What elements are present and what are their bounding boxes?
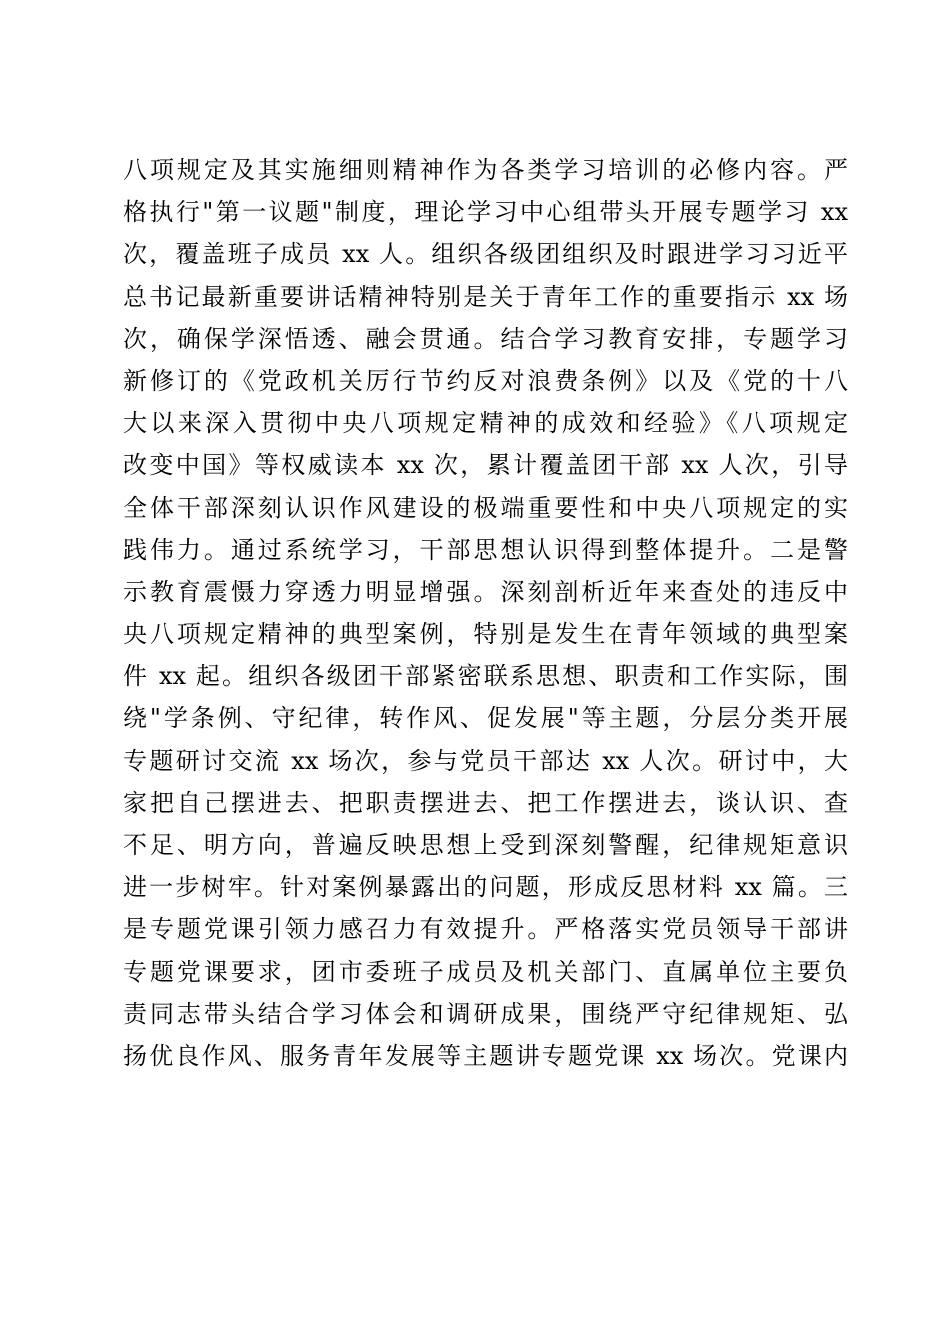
text-line: 全体干部深刻认识作风建设的极端重要性和中央八项规定的实 bbox=[123, 493, 848, 522]
text-line: 八项规定及其实施细则精神作为各类学习培训的必修内容。严 bbox=[123, 156, 848, 184]
text-line: 新修订的《党政机关厉行节约反对浪费条例》以及《党的十八 bbox=[123, 366, 848, 395]
text-line: 责同志带头结合学习体会和调研成果，围绕严守纪律规矩、弘 bbox=[123, 999, 848, 1028]
text-line: 进一步树牢。针对案例暴露出的问题，形成反思材料 xx 篇。三 bbox=[123, 873, 848, 902]
text-line: 扬优良作风、服务青年发展等主题讲专题党课 xx 场次。党课内 bbox=[123, 1041, 848, 1070]
text-line: 格执行"第一议题"制度，理论学习中心组带头开展专题学习 xx bbox=[123, 198, 848, 227]
document-body bbox=[123, 149, 848, 1077]
text-line: 示教育震慑力穿透力明显增强。深刻剖析近年来查处的违反中 bbox=[123, 577, 848, 606]
text-line: 总书记最新重要讲话精神特别是关于青年工作的重要指示 xx 场 bbox=[123, 282, 848, 311]
text-line: 专题研讨交流 xx 场次，参与党员干部达 xx 人次。研讨中，大 bbox=[123, 746, 848, 775]
text-line: 次，覆盖班子成员 xx 人。组织各级团组织及时跟进学习习近平 bbox=[123, 240, 848, 269]
text-line: 次，确保学深悟透、融会贯通。结合学习教育安排，专题学习 bbox=[123, 324, 848, 353]
text-line: 件 xx 起。组织各级团干部紧密联系思想、职责和工作实际，围 bbox=[123, 662, 848, 691]
text-line: 专题党课要求，团市委班子成员及机关部门、直属单位主要负 bbox=[123, 957, 848, 986]
text-line: 绕"学条例、守纪律，转作风、促发展"等主题，分层分类开展 bbox=[123, 704, 848, 733]
text-line: 央八项规定精神的典型案例，特别是发生在青年领域的典型案 bbox=[123, 620, 848, 649]
text-line: 践伟力。通过系统学习，干部思想认识得到整体提升。二是警 bbox=[123, 535, 848, 564]
text-line: 家把自己摆进去、把职责摆进去、把工作摆进去，谈认识、查 bbox=[123, 788, 848, 817]
text-line: 大以来深入贯彻中央八项规定精神的成效和经验》《八项规定 bbox=[123, 409, 848, 438]
text-line: 改变中国》等权威读本 xx 次，累计覆盖团干部 xx 人次，引导 bbox=[123, 451, 848, 480]
text-line: 是专题党课引领力感召力有效提升。严格落实党员领导干部讲 bbox=[123, 915, 848, 944]
text-line: 不足、明方向，普遍反映思想上受到深刻警醒，纪律规矩意识 bbox=[123, 831, 848, 859]
